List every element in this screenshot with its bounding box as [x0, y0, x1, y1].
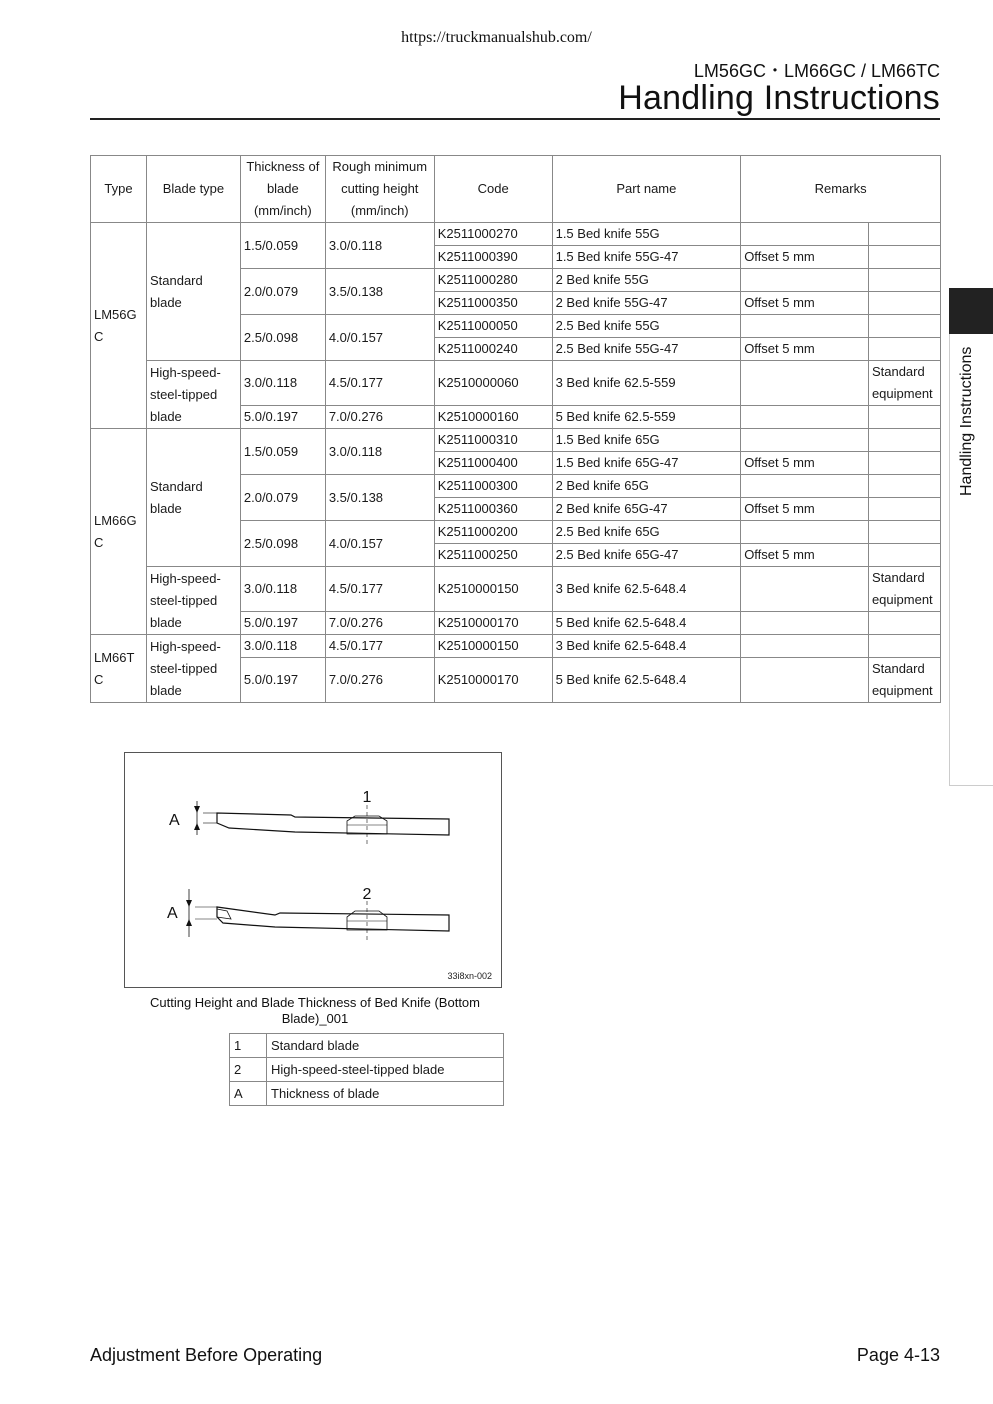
part-cell: 1.5 Bed knife 55G-47 [552, 246, 741, 269]
part-cell: 5 Bed knife 62.5-559 [552, 406, 741, 429]
callout-a-1: A [169, 812, 180, 829]
remark-cell [741, 223, 869, 246]
remark2-cell [868, 292, 940, 315]
part-cell: 3 Bed knife 62.5-559 [552, 361, 741, 406]
figure-legend-table [229, 1033, 504, 1106]
remark2-cell [868, 612, 940, 635]
code-cell: K2510000150 [434, 635, 552, 658]
remark-cell [741, 361, 869, 406]
callout-1: 1 [362, 789, 372, 806]
blade-type-cell: High-speed-steel-tipped blade [146, 567, 240, 635]
part-cell: 2 Bed knife 65G [552, 475, 741, 498]
part-cell: 2.5 Bed knife 55G-47 [552, 338, 741, 361]
arrow-icon [194, 806, 200, 813]
thickness-cell: 5.0/0.197 [240, 612, 325, 635]
code-cell: K2510000160 [434, 406, 552, 429]
figure-reference-id: 33i8xn-002 [447, 971, 492, 981]
table-row [91, 361, 941, 406]
bed-knife-figure [124, 752, 502, 988]
part-cell: 2.5 Bed knife 65G [552, 521, 741, 544]
height-cell: 4.5/0.177 [325, 567, 434, 612]
blade-type-cell: Standard blade [146, 429, 240, 567]
remark2-cell [868, 315, 940, 338]
legend-value: Thickness of blade [267, 1082, 504, 1106]
height-cell: 3.5/0.138 [325, 269, 434, 315]
table-row [91, 567, 941, 612]
type-cell: LM56G C [91, 223, 147, 429]
model-names: LM56GC・LM66GC / LM66TC [693, 61, 940, 81]
thickness-cell: 3.0/0.118 [240, 567, 325, 612]
remark-cell [741, 429, 869, 452]
legend-value: Standard blade [267, 1034, 504, 1058]
remark2-cell: Standard equipment [868, 361, 940, 406]
code-cell: K2510000060 [434, 361, 552, 406]
header-part-name: Part name [552, 156, 741, 223]
chapter-tab-label: Handling Instructions [958, 346, 975, 496]
header-thickness: Thickness of blade (mm/inch) [240, 156, 325, 223]
part-cell: 2.5 Bed knife 55G [552, 315, 741, 338]
footer-section-name: Adjustment Before Operating [90, 1345, 323, 1365]
remark2-cell [868, 429, 940, 452]
code-cell: K2511000250 [434, 544, 552, 567]
height-cell: 7.0/0.276 [325, 406, 434, 429]
height-cell: 3.0/0.118 [325, 429, 434, 475]
blade-type-cell: Standard blade [146, 223, 240, 361]
remark2-cell [868, 498, 940, 521]
remark-cell [741, 658, 869, 703]
header-type: Type [91, 156, 147, 223]
type-cell: LM66G C [91, 429, 147, 635]
legend-key: A [230, 1082, 267, 1106]
height-cell: 4.0/0.157 [325, 521, 434, 567]
code-cell: K2511000050 [434, 315, 552, 338]
remark-cell: Offset 5 mm [741, 292, 869, 315]
part-cell: 2 Bed knife 55G-47 [552, 292, 741, 315]
remark2-cell [868, 635, 940, 658]
remark2-cell [868, 246, 940, 269]
code-cell: K2511000300 [434, 475, 552, 498]
footer-page-number: Page 4-13 [856, 1345, 940, 1365]
table-row [91, 635, 941, 658]
remark-cell [741, 269, 869, 292]
arrow-icon [194, 823, 200, 830]
header-rule [90, 118, 940, 120]
part-cell: 3 Bed knife 62.5-648.4 [552, 567, 741, 612]
thickness-cell: 3.0/0.118 [240, 635, 325, 658]
remark-cell: Offset 5 mm [741, 544, 869, 567]
code-cell: K2511000310 [434, 429, 552, 452]
header-code: Code [434, 156, 552, 223]
code-cell: K2511000390 [434, 246, 552, 269]
thickness-cell: 3.0/0.118 [240, 361, 325, 406]
blade-type-cell: High-speed-steel-tipped blade [146, 635, 240, 703]
code-cell: K2511000400 [434, 452, 552, 475]
legend-key: 1 [230, 1034, 267, 1058]
type-cell: LM66T C [91, 635, 147, 703]
part-cell: 2 Bed knife 55G [552, 269, 741, 292]
remark-cell [741, 521, 869, 544]
part-cell: 1.5 Bed knife 55G [552, 223, 741, 246]
callout-2: 2 [362, 886, 372, 903]
blade-type-cell: High-speed-steel-tipped blade [146, 361, 240, 429]
bed-knife-table [90, 155, 941, 703]
thickness-cell: 1.5/0.059 [240, 223, 325, 269]
remark-cell: Offset 5 mm [741, 452, 869, 475]
height-cell: 7.0/0.276 [325, 658, 434, 703]
remark-cell: Offset 5 mm [741, 338, 869, 361]
remark-cell [741, 315, 869, 338]
legend-row [230, 1034, 504, 1058]
code-cell: K2510000170 [434, 658, 552, 703]
code-cell: K2511000350 [434, 292, 552, 315]
bed-knife-diagram [125, 753, 501, 987]
thickness-cell: 5.0/0.197 [240, 406, 325, 429]
remark2-cell: Standard equipment [868, 658, 940, 703]
thickness-cell: 2.5/0.098 [240, 521, 325, 567]
arrow-icon [186, 919, 192, 926]
code-cell: K2511000360 [434, 498, 552, 521]
chapter-tab-marker [949, 288, 993, 334]
remark2-cell [868, 269, 940, 292]
remark-cell [741, 635, 869, 658]
remark2-cell [868, 544, 940, 567]
height-cell: 4.0/0.157 [325, 315, 434, 361]
height-cell: 3.0/0.118 [325, 223, 434, 269]
remark2-cell [868, 406, 940, 429]
page-title: Handling Instructions [618, 79, 940, 117]
source-url[interactable]: https://truckmanualshub.com/ [401, 29, 592, 46]
remark-cell [741, 475, 869, 498]
remark-cell [741, 567, 869, 612]
remark-cell: Offset 5 mm [741, 246, 869, 269]
thickness-cell: 2.5/0.098 [240, 315, 325, 361]
thickness-cell: 2.0/0.079 [240, 269, 325, 315]
code-cell: K2510000170 [434, 612, 552, 635]
height-cell: 4.5/0.177 [325, 635, 434, 658]
table-row [91, 223, 941, 246]
part-cell: 1.5 Bed knife 65G [552, 429, 741, 452]
part-cell: 2.5 Bed knife 65G-47 [552, 544, 741, 567]
part-cell: 2 Bed knife 65G-47 [552, 498, 741, 521]
remark-cell: Offset 5 mm [741, 498, 869, 521]
remark-cell [741, 612, 869, 635]
table-row [91, 429, 941, 452]
remark2-cell [868, 452, 940, 475]
remark2-cell [868, 475, 940, 498]
code-cell: K2511000240 [434, 338, 552, 361]
remark2-cell: Standard equipment [868, 567, 940, 612]
remark2-cell [868, 338, 940, 361]
header-blade-type: Blade type [146, 156, 240, 223]
code-cell: K2511000200 [434, 521, 552, 544]
part-cell: 3 Bed knife 62.5-648.4 [552, 635, 741, 658]
thickness-cell: 1.5/0.059 [240, 429, 325, 475]
arrow-icon [186, 900, 192, 907]
part-cell: 5 Bed knife 62.5-648.4 [552, 658, 741, 703]
header-cutting-height: Rough minimum cutting height (mm/inch) [325, 156, 434, 223]
thickness-cell: 5.0/0.197 [240, 658, 325, 703]
remark-cell [741, 406, 869, 429]
table-header-row [91, 156, 941, 223]
remark2-cell [868, 223, 940, 246]
part-cell: 5 Bed knife 62.5-648.4 [552, 612, 741, 635]
height-cell: 7.0/0.276 [325, 612, 434, 635]
remark2-cell [868, 521, 940, 544]
part-cell: 1.5 Bed knife 65G-47 [552, 452, 741, 475]
code-cell: K2511000280 [434, 269, 552, 292]
height-cell: 4.5/0.177 [325, 361, 434, 406]
legend-value: High-speed-steel-tipped blade [267, 1058, 504, 1082]
legend-row [230, 1082, 504, 1106]
thickness-cell: 2.0/0.079 [240, 475, 325, 521]
figure-caption: Cutting Height and Blade Thickness of Bed Knife (Bottom Blade)_001 [149, 995, 480, 1026]
code-cell: K2511000270 [434, 223, 552, 246]
header-remarks: Remarks [741, 156, 941, 223]
height-cell: 3.5/0.138 [325, 475, 434, 521]
legend-key: 2 [230, 1058, 267, 1082]
code-cell: K2510000150 [434, 567, 552, 612]
callout-a-2: A [167, 905, 178, 922]
legend-row [230, 1058, 504, 1082]
